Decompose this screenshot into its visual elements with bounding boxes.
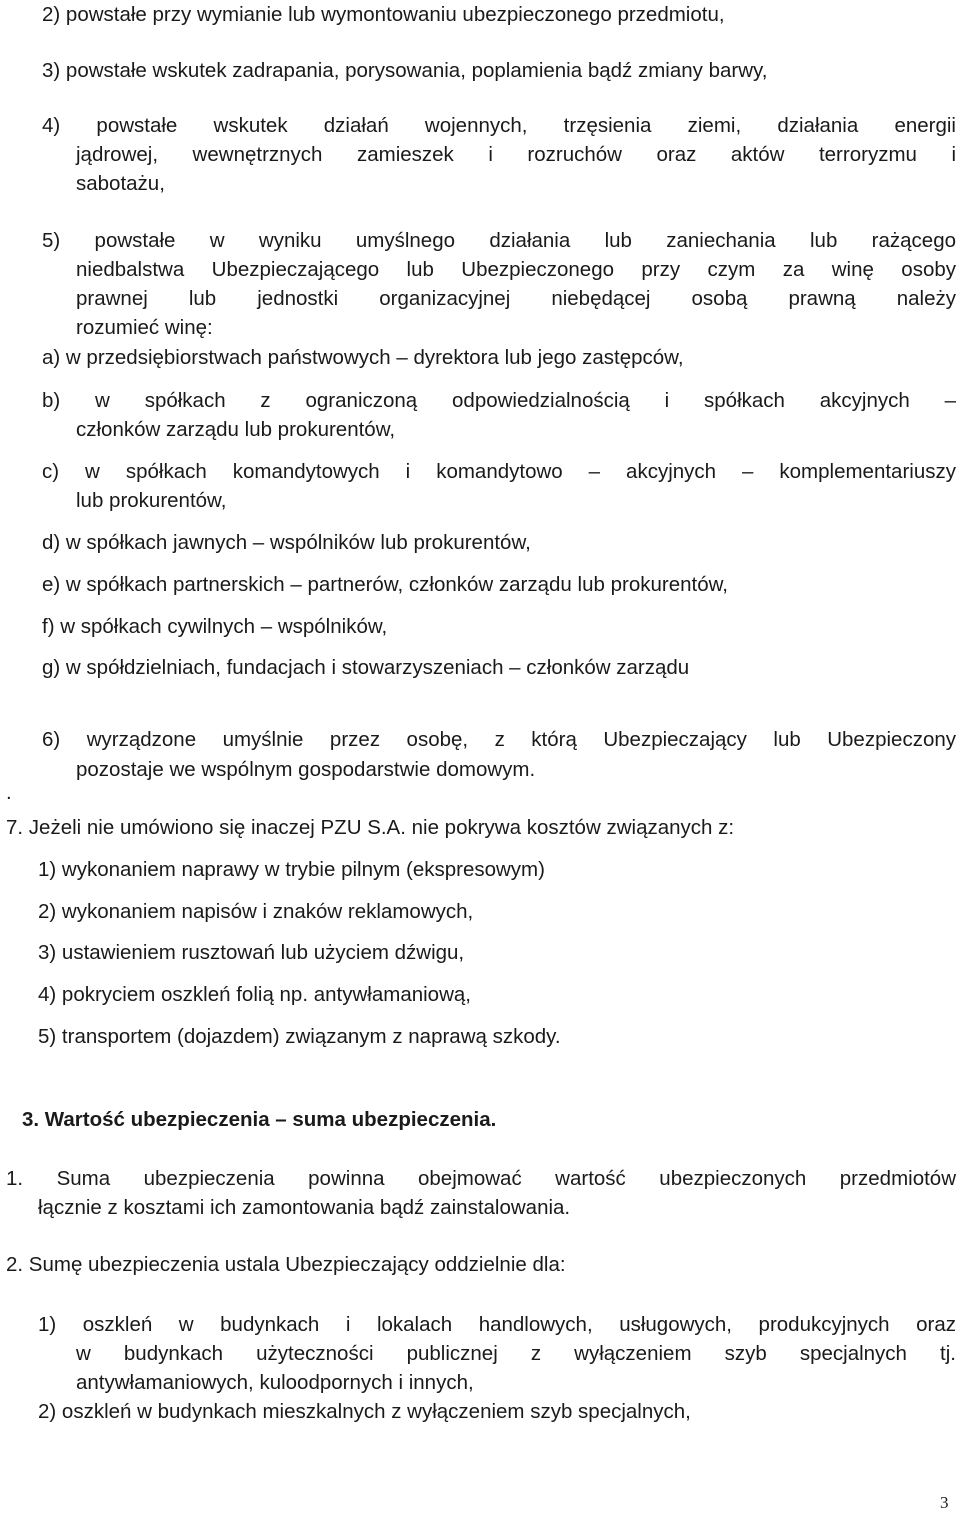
cost-item-1: 1) wykonaniem naprawy w trybie pilnym (ekspresowym) <box>38 858 545 881</box>
cost-item-4: 4) pokryciem oszkleń folią np. antywłamaniową, <box>38 983 471 1006</box>
sub-b-cont: członków zarządu lub prokurentów, <box>76 418 396 441</box>
stray-dot: . <box>6 781 12 804</box>
glass-item-1-end: antywłamaniowych, kuloodpornych i innych, <box>76 1371 474 1394</box>
item-4-cont: jądrowej, wewnętrznych zamieszek i rozruchów oraz aktów terroryzmu i <box>76 143 956 166</box>
sub-b: b) w spółkach z ograniczoną odpowiedzialnością i spółkach akcyjnych – <box>42 389 956 412</box>
sub-e: e) w spółkach partnerskich – partnerów, członków zarządu lub prokurentów, <box>42 573 728 596</box>
clause-2: 2. Sumę ubezpieczenia ustala Ubezpieczający oddzielnie dla: <box>6 1253 566 1276</box>
sub-f: f) w spółkach cywilnych – wspólników, <box>42 615 388 638</box>
sub-d: d) w spółkach jawnych – wspólników lub prokurentów, <box>42 531 531 554</box>
sub-c-cont: lub prokurentów, <box>76 489 227 512</box>
sub-g: g) w spółdzielniach, fundacjach i stowarzyszeniach – członków zarządu <box>42 656 690 679</box>
item-5-end: rozumieć winę: <box>76 316 213 339</box>
sub-a: a) w przedsiębiorstwach państwowych – dyrektora lub jego zastępców, <box>42 346 684 369</box>
clause-1-cont: łącznie z kosztami ich zamontowania bądź zainstalowania. <box>38 1196 571 1219</box>
item-5-cont: niedbalstwa Ubezpieczającego lub Ubezpieczonego przy czym za winę osoby <box>76 258 956 281</box>
glass-item-1-cont: w budynkach użyteczności publicznej z wyłączeniem szyb specjalnych tj. <box>76 1342 956 1365</box>
item-6-cont: pozostaje we wspólnym gospodarstwie domowym. <box>76 758 536 781</box>
item-4: 4) powstałe wskutek działań wojennych, trzęsienia ziemi, działania energii <box>42 114 956 137</box>
paragraph-7: 7. Jeżeli nie umówiono się inaczej PZU S.A. nie pokrywa kosztów związanych z: <box>6 816 735 839</box>
item-4-end: sabotażu, <box>76 172 165 195</box>
item-6: 6) wyrządzone umyślnie przez osobę, z którą Ubezpieczający lub Ubezpieczony <box>42 728 956 751</box>
glass-item-1: 1) oszkleń w budynkach i lokalach handlowych, usługowych, produkcyjnych oraz <box>38 1313 956 1336</box>
cost-item-5: 5) transportem (dojazdem) związanym z naprawą szkody. <box>38 1025 561 1048</box>
page-number: 3 <box>940 1493 949 1512</box>
glass-item-2: 2) oszkleń w budynkach mieszkalnych z wyłączeniem szyb specjalnych, <box>38 1400 691 1423</box>
sub-c: c) w spółkach komandytowych i komandytowo – akcyjnych – komplementariuszy <box>42 460 956 483</box>
item-2: 2) powstałe przy wymianie lub wymontowaniu ubezpieczonego przedmiotu, <box>42 3 725 26</box>
section-heading: 3. Wartość ubezpieczenia – suma ubezpieczenia. <box>22 1108 497 1131</box>
item-3: 3) powstałe wskutek zadrapania, porysowania, poplamienia bądź zmiany barwy, <box>42 59 768 82</box>
cost-item-3: 3) ustawieniem rusztowań lub użyciem dźwigu, <box>38 941 465 964</box>
cost-item-2: 2) wykonaniem napisów i znaków reklamowych, <box>38 900 474 923</box>
clause-1: 1. Suma ubezpieczenia powinna obejmować wartość ubezpieczonych przedmiotów <box>6 1167 956 1190</box>
item-5: 5) powstałe w wyniku umyślnego działania lub zaniechania lub rażącego <box>42 229 956 252</box>
item-5-cont: prawnej lub jednostki organizacyjnej niebędącej osobą prawną należy <box>76 287 956 310</box>
